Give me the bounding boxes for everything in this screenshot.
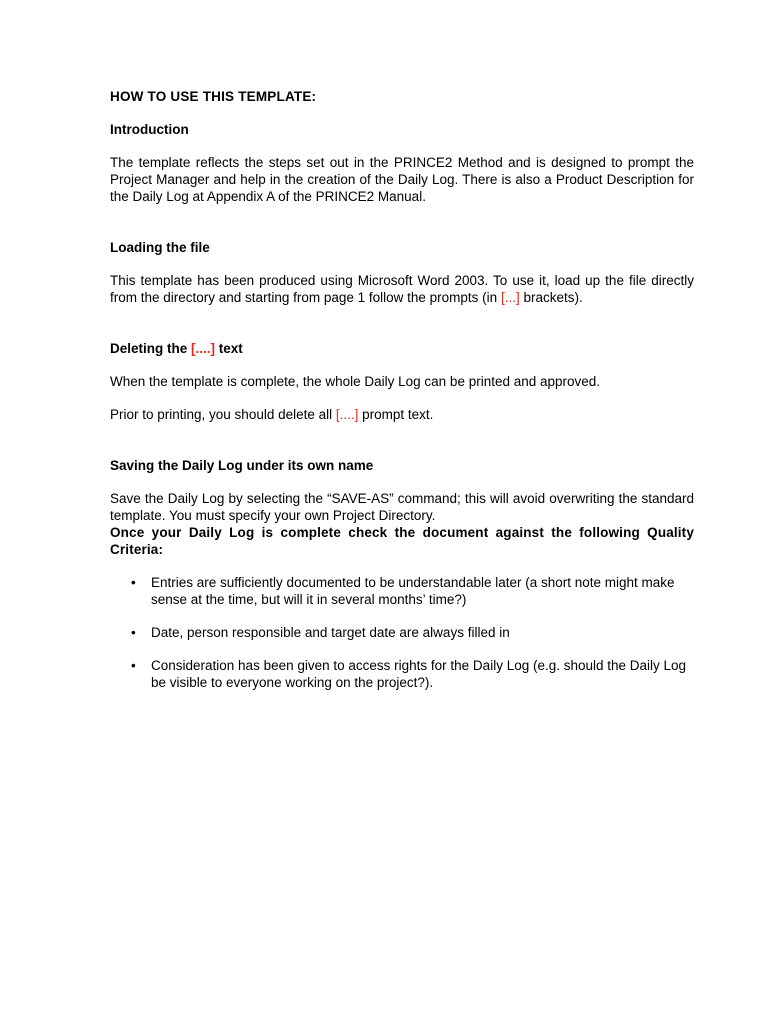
loading-text-after: brackets). bbox=[519, 290, 583, 305]
criteria-item-2 bbox=[110, 624, 694, 641]
loading-text-before: This template has been produced using Microsoft Word 2003. To use it, load up the file directly from the directory and starting from page 1 follow the prompts (in bbox=[110, 273, 694, 305]
introduction-paragraph: The template reflects the steps set out in the PRINCE2 Method and is designed to prompt the Project Manager and help in the creation of the Daily Log. There is also a Product Description for the Daily Log at Appendix A of the PRINCE2 Manual. bbox=[110, 155, 694, 204]
deleting-paragraph-2 bbox=[110, 406, 694, 423]
deleting-p2-before: Prior to printing, you should delete all bbox=[110, 407, 336, 422]
criteria-item-3-text: Consideration has been given to access rights for the Daily Log (e.g. should the Daily Log be visible to everyone working on the project?). bbox=[151, 658, 687, 690]
criteria-title: Once your Daily Log is complete check the document against the following Quality Criteria: bbox=[110, 525, 694, 557]
criteria-item-1 bbox=[110, 574, 694, 608]
loading-paragraph bbox=[110, 272, 694, 306]
saving-title: Saving the Daily Log under its own name bbox=[110, 458, 374, 473]
main-heading: HOW TO USE THIS TEMPLATE: bbox=[110, 89, 317, 104]
bullet-icon: • bbox=[131, 575, 136, 590]
criteria-item-1-text: Entries are sufficiently documented to be understandable later (a short note might make sense at the time, but will it in several months’ time?) bbox=[151, 575, 675, 607]
loading-title: Loading the file bbox=[110, 240, 210, 255]
bullet-icon: • bbox=[131, 625, 136, 640]
deleting-p2-after: prompt text. bbox=[358, 407, 434, 422]
deleting-title-marker: [....] bbox=[191, 341, 216, 356]
deleting-title-before: Deleting the bbox=[110, 341, 192, 356]
deleting-paragraph-1: When the template is complete, the whole Daily Log can be printed and approved. bbox=[110, 374, 601, 389]
deleting-p2-marker: [....] bbox=[335, 407, 359, 422]
saving-paragraph: Save the Daily Log by selecting the “SAVE-AS” command; this will avoid overwriting the standard template. You must specify your own Project Directory. bbox=[110, 491, 694, 523]
deleting-title bbox=[110, 340, 694, 357]
criteria-list bbox=[110, 574, 694, 691]
bullet-icon: • bbox=[131, 658, 136, 673]
deleting-title-after: text bbox=[215, 341, 243, 356]
loading-prompt-marker: [...] bbox=[500, 290, 520, 305]
introduction-title: Introduction bbox=[110, 122, 189, 137]
criteria-item-2-text: Date, person responsible and target date are always filled in bbox=[151, 625, 510, 640]
criteria-item-3 bbox=[110, 657, 694, 691]
